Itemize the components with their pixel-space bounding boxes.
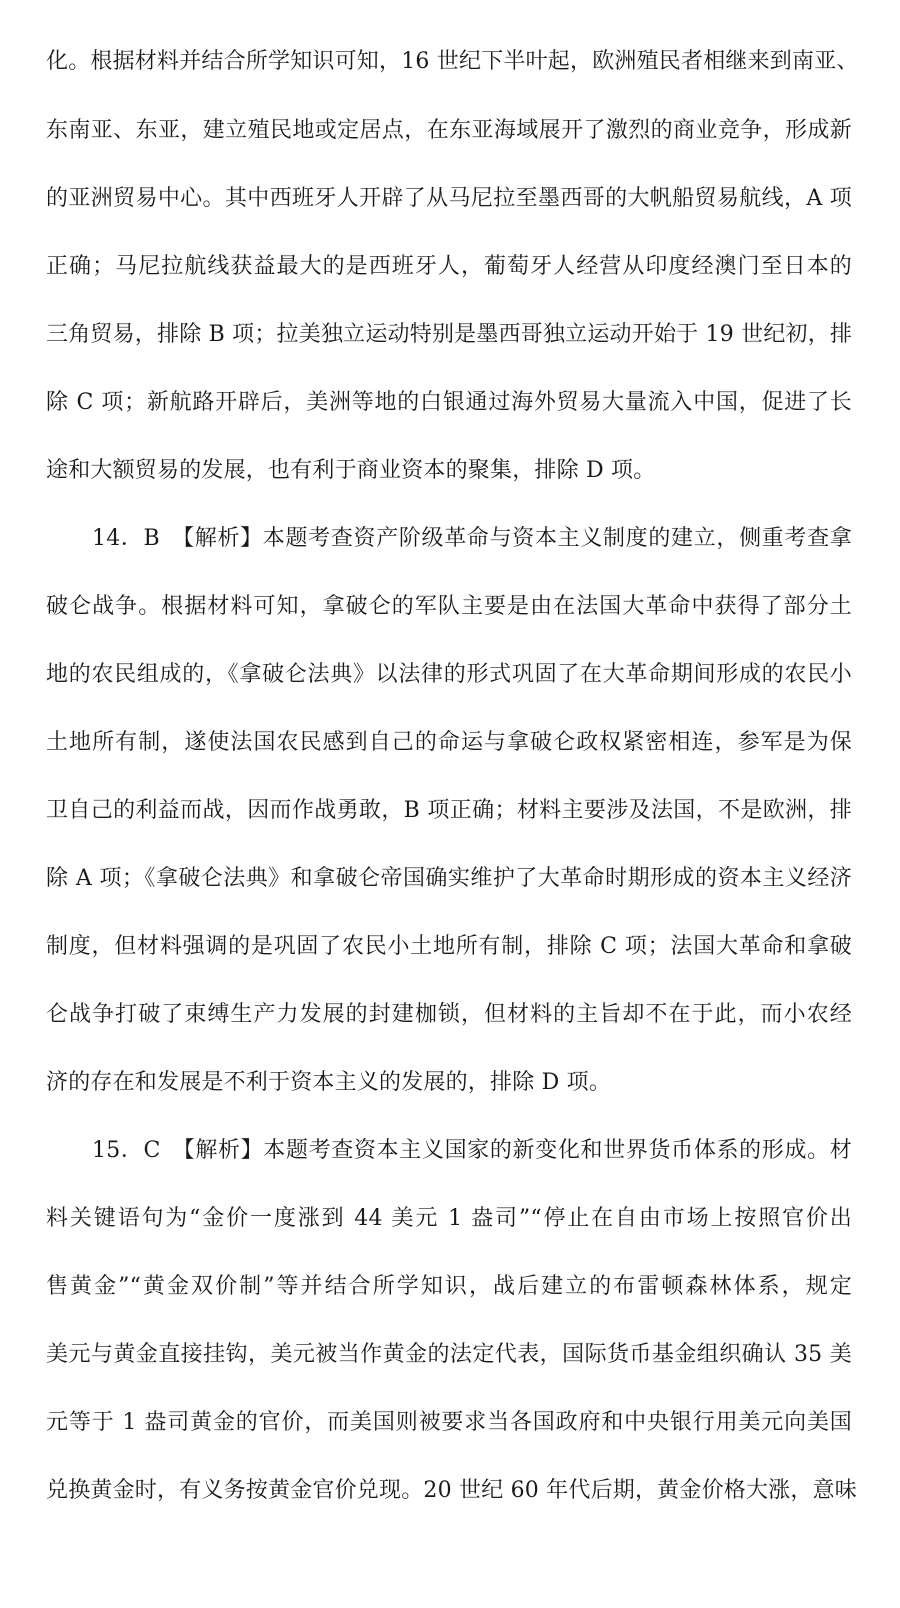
text-line: 途和大额贸易的发展，也有利于商业资本的聚集，排除 D 项。	[46, 458, 656, 483]
answer-14-heading-line: 14．B 【解析】本题考查资产阶级革命与资本主义制度的建立，侧重考查拿	[92, 526, 852, 551]
text-line: 除 C 项；新航路开辟后，美洲等地的白银通过海外贸易大量流入中国，促进了长	[46, 390, 852, 415]
text-line: 仑战争打破了束缚生产力发展的封建枷锁，但材料的主旨却不在于此，而小农经	[46, 1002, 852, 1027]
text-line: 的亚洲贸易中心。其中西班牙人开辟了从马尼拉至墨西哥的大帆船贸易航线，A 项	[46, 186, 852, 211]
text-line: 三角贸易，排除 B 项；拉美独立运动特别是墨西哥独立运动开始于 19 世纪初，排	[46, 322, 853, 347]
text-line: 东南亚、东亚，建立殖民地或定居点，在东亚海域展开了激烈的商业竞争，形成新	[46, 118, 852, 143]
text-line: 美元与黄金直接挂钩，美元被当作黄金的法定代表，国际货币基金组织确认 35 美	[46, 1342, 852, 1367]
text-line: 兑换黄金时，有义务按黄金官价兑现。20 世纪 60 年代后期，黄金价格大涨，意味	[46, 1478, 857, 1503]
text-line: 除 A 项；《拿破仑法典》和拿破仑帝国确实维护了大革命时期形成的资本主义经济	[46, 866, 852, 891]
text-line: 卫自己的利益而战，因而作战勇敢，B 项正确；材料主要涉及法国，不是欧洲，排	[46, 798, 852, 823]
text-line: 售黄金”“黄金双价制”等并结合所学知识，战后建立的布雷顿森林体系，规定	[46, 1274, 852, 1299]
text-line: 土地所有制，遂使法国农民感到自己的命运与拿破仑政权紧密相连，参军是为保	[46, 730, 852, 755]
text-line: 济的存在和发展是不利于资本主义的发展的，排除 D 项。	[46, 1070, 612, 1095]
answer-15-heading-line: 15．C 【解析】本题考查资本主义国家的新变化和世界货币体系的形成。材	[92, 1138, 852, 1163]
text-line: 地的农民组成的，《拿破仑法典》以法律的形式巩固了在大革命期间形成的农民小	[46, 662, 852, 687]
text-line: 元等于 1 盎司黄金的官价，而美国则被要求当各国政府和中央银行用美元向美国	[46, 1410, 852, 1435]
text-line: 正确；马尼拉航线获益最大的是西班牙人，葡萄牙人经营从印度经澳门至日本的	[46, 254, 852, 279]
text-line: 破仑战争。根据材料可知，拿破仑的军队主要是由在法国大革命中获得了部分土	[46, 594, 852, 619]
text-line: 化。根据材料并结合所学知识可知，16 世纪下半叶起，欧洲殖民者相继来到南亚、	[46, 49, 859, 74]
text-line: 料关键语句为“金价一度涨到 44 美元 1 盎司”“停止在自由市场上按照官价出	[46, 1206, 852, 1231]
text-line: 制度，但材料强调的是巩固了农民小土地所有制，排除 C 项；法国大革命和拿破	[46, 934, 852, 959]
